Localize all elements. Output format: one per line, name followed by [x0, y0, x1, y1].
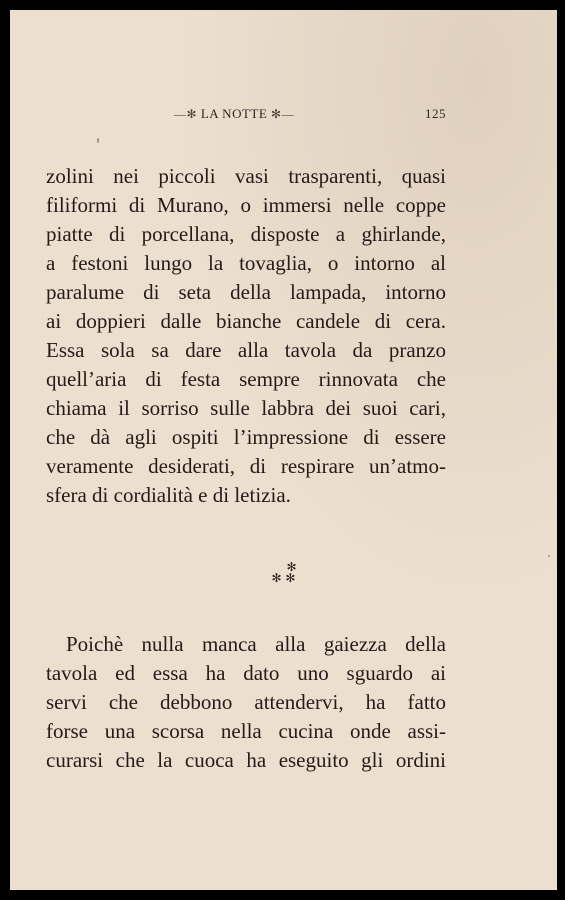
text-line: Essa sola sa dare alla tavola da pranzo: [46, 338, 446, 362]
text-line: paralume di seta della lampada, intorno: [46, 280, 446, 304]
paper-speck: [548, 555, 550, 557]
text-line: veramente desiderati, di respirare un’atmo-: [46, 454, 446, 478]
book-page: [10, 10, 557, 890]
text-line: zolini nei piccoli vasi trasparenti, quasi: [46, 164, 446, 188]
page-number: 125: [425, 106, 446, 121]
text-line: piatte di porcellana, disposte a ghirlande,: [46, 222, 446, 246]
running-head: [10, 106, 557, 126]
text-line: servi che debbono attendervi, ha fatto: [46, 690, 446, 714]
ornament-right: ✻—: [271, 107, 295, 121]
text-line: filiformi di Murano, o immersi nelle coppe: [46, 193, 446, 217]
text-line: quell’aria di festa sempre rinnovata che: [46, 367, 446, 391]
section-divider: [10, 562, 557, 592]
ornament-left: —✻: [174, 107, 198, 121]
paragraph-2: [46, 630, 446, 775]
text-line: ai doppieri dalle bianche candele di cera.: [46, 309, 446, 333]
text-line: sfera di cordialità e di letizia.: [46, 483, 291, 507]
text-line: chiama il sorriso sulle labbra dei suoi cari,: [46, 396, 446, 420]
text-line: forse una scorsa nella cucina onde assi-: [46, 719, 446, 743]
text-line: curarsi che la cuoca ha eseguito gli ordini: [46, 748, 446, 772]
text-line: Poichè nulla manca alla gaiezza della: [66, 632, 446, 656]
chapter-title: LA NOTTE: [200, 106, 268, 121]
paper-speck: [97, 138, 99, 143]
asterism-top: ✻: [286, 560, 297, 574]
paragraph-1: [46, 162, 446, 510]
text-line: tavola ed essa ha dato uno sguardo ai: [46, 661, 446, 685]
asterism-bottom: ✻ ✻: [271, 571, 296, 585]
running-title: [174, 106, 374, 122]
text-line: che dà agli ospiti l’impressione di essere: [46, 425, 446, 449]
text-line: a festoni lungo la tovaglia, o intorno al: [46, 251, 446, 275]
